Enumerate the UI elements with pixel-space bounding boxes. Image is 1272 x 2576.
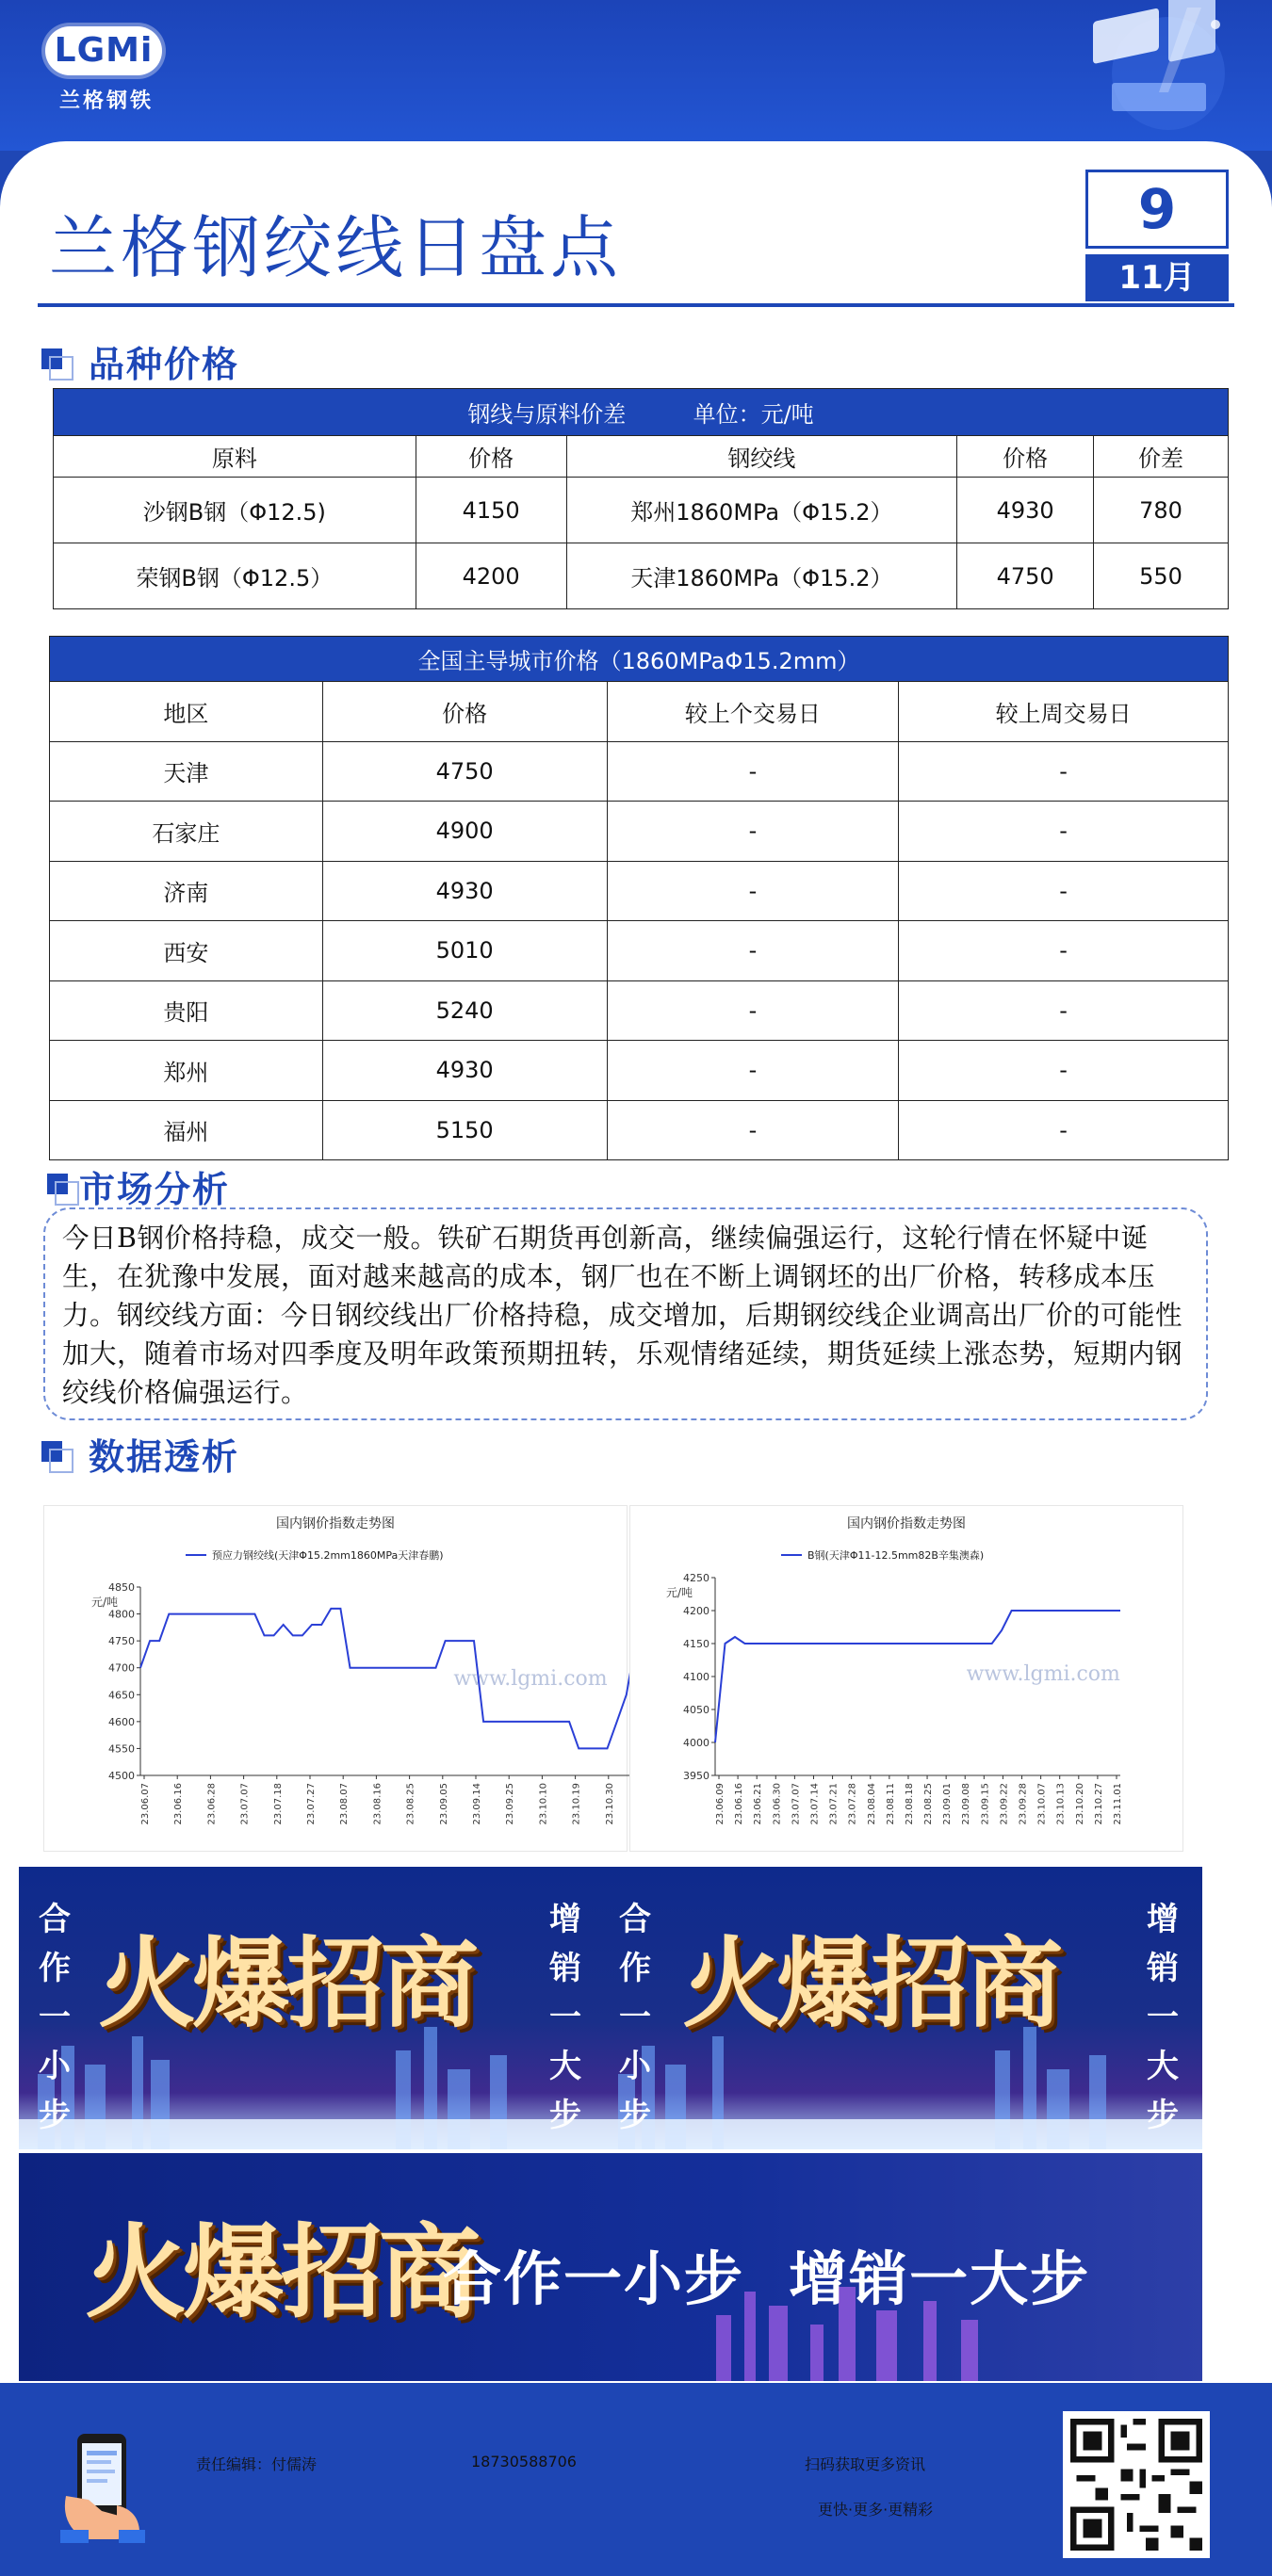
x-tick-label: 23.07.07	[791, 1783, 802, 1825]
tech-illustration-icon	[1027, 8, 1234, 139]
chart-bsteel-price	[629, 1505, 1183, 1852]
table-cell: -	[899, 921, 1229, 981]
x-tick-label: 23.08.25	[923, 1783, 935, 1825]
x-tick-label: 23.08.18	[904, 1783, 915, 1825]
table-cell: -	[607, 1041, 899, 1101]
table-cell: -	[899, 861, 1229, 921]
col-header: 价格	[322, 682, 607, 742]
footer-editor: 责任编辑：付儒涛	[196, 2455, 318, 2473]
qr-code-icon[interactable]	[1063, 2411, 1210, 2558]
col-header: 地区	[50, 682, 323, 742]
ad-tagline: 合作一小步 增销一大步	[443, 2244, 1091, 2313]
table-cell: -	[607, 741, 899, 802]
x-tick-label: 23.06.09	[715, 1783, 726, 1825]
table-cell: -	[607, 1100, 899, 1160]
table-cell: 西安	[50, 921, 323, 981]
y-axis-label: 元/吨	[666, 1586, 693, 1599]
table-cell: 贵阳	[50, 980, 323, 1041]
chart-title: 国内钢价指数走势图	[276, 1516, 395, 1531]
x-tick-label: 23.09.22	[999, 1783, 1010, 1825]
page-title: 兰格钢绞线日盘点	[49, 208, 623, 287]
table-row	[50, 802, 1229, 862]
header-band	[0, 0, 1272, 151]
table-cell: -	[607, 861, 899, 921]
col-header: 价差	[1094, 436, 1229, 478]
ad-banner-right[interactable]	[599, 1867, 1202, 2149]
ad-vertical-right: 增销一大步	[1147, 1901, 1179, 2134]
col-header: 价格	[416, 436, 566, 478]
ad-vertical-left: 合作一小步	[619, 1901, 651, 2134]
x-tick-label: 23.09.15	[980, 1783, 991, 1825]
y-tick-label: 4000	[683, 1737, 709, 1749]
col-header: 钢绞线	[566, 436, 957, 478]
ad-vertical-right: 增销一大步	[549, 1901, 581, 2134]
table-cell: 4750	[322, 741, 607, 802]
col-header: 较上个交易日	[607, 682, 899, 742]
table-cell: -	[899, 741, 1229, 802]
table-cell: -	[899, 980, 1229, 1041]
chart-svg	[44, 1506, 628, 1853]
col-header: 原料	[54, 436, 416, 478]
x-tick-label: 23.07.14	[809, 1783, 821, 1825]
table-row	[54, 478, 1229, 543]
x-tick-label: 23.07.27	[306, 1783, 317, 1825]
col-header: 较上周交易日	[899, 682, 1229, 742]
brand-logo[interactable]	[45, 26, 168, 114]
x-tick-label: 23.06.30	[772, 1783, 783, 1825]
chart-svg	[630, 1506, 1184, 1853]
footer-qr-line2: 更快·更多·更精彩	[818, 2501, 934, 2519]
table-cell: 780	[1094, 478, 1229, 543]
unit-text: 单位：元/吨	[693, 401, 814, 428]
table-cell: -	[899, 1041, 1229, 1101]
x-tick-label: 23.09.05	[438, 1783, 449, 1825]
table-row	[50, 1041, 1229, 1101]
ad-slogan: 火爆招商	[85, 2213, 478, 2332]
ad-slogan: 火爆招商	[682, 1925, 1060, 2041]
legend-label: B钢(天津Φ11-12.5mm82B辛集澳森)	[807, 1549, 985, 1562]
table-cell: 天津1860MPa（Φ15.2）	[566, 543, 957, 609]
caption-text: 钢线与原料价差	[467, 401, 627, 428]
col-header: 价格	[957, 436, 1094, 478]
section-title: 市场分析	[79, 1169, 231, 1210]
ad-banner-left[interactable]	[19, 1867, 599, 2149]
x-tick-label: 23.07.21	[828, 1783, 840, 1825]
y-tick-label: 4750	[108, 1635, 135, 1648]
x-tick-label: 23.10.13	[1055, 1783, 1067, 1825]
chart-strand-price	[43, 1505, 628, 1852]
table-cell: -	[607, 980, 899, 1041]
qr-code-pattern	[1070, 2419, 1202, 2551]
table-cell: -	[607, 921, 899, 981]
logo-mark: LGMi	[45, 26, 162, 75]
ad-slogan: 火爆招商	[98, 1925, 476, 2041]
x-tick-label: 23.09.08	[961, 1783, 972, 1825]
table-row	[54, 543, 1229, 609]
y-tick-label: 4150	[683, 1638, 709, 1650]
table-cell: 550	[1094, 543, 1229, 609]
y-axis-label: 元/吨	[91, 1596, 119, 1609]
spread-table-caption	[54, 389, 1229, 436]
x-tick-label: 23.10.27	[1093, 1783, 1104, 1825]
spread-table	[53, 388, 1229, 609]
x-tick-label: 23.08.04	[866, 1783, 877, 1825]
x-tick-label: 23.07.18	[272, 1783, 284, 1825]
x-tick-label: 23.10.07	[1036, 1783, 1048, 1825]
square-bullet-icon	[41, 1441, 68, 1467]
table-row	[50, 861, 1229, 921]
table-row	[50, 1100, 1229, 1160]
y-tick-label: 4650	[108, 1689, 135, 1702]
x-tick-label: 23.07.07	[239, 1783, 251, 1825]
table-cell: 石家庄	[50, 802, 323, 862]
table-cell: 4930	[322, 861, 607, 921]
x-tick-label: 23.06.16	[173, 1783, 185, 1825]
y-tick-label: 4800	[108, 1608, 135, 1621]
y-tick-label: 4550	[108, 1742, 135, 1756]
x-tick-label: 23.10.30	[604, 1783, 615, 1825]
table-cell: 5150	[322, 1100, 607, 1160]
table-row	[50, 741, 1229, 802]
section-heading-analysis	[47, 1160, 230, 1212]
footer-qr-line1: 扫码获取更多资讯	[805, 2455, 926, 2473]
table-cell: 济南	[50, 861, 323, 921]
x-tick-label: 23.06.07	[140, 1783, 151, 1825]
y-tick-label: 3950	[683, 1770, 709, 1782]
table-cell: 4200	[416, 543, 566, 609]
x-tick-label: 23.10.10	[538, 1783, 549, 1825]
table-cell: 荣钢B钢（Φ12.5）	[54, 543, 416, 609]
y-tick-label: 4700	[108, 1661, 135, 1675]
table-cell: 郑州1860MPa（Φ15.2）	[566, 478, 957, 543]
date-badge	[1085, 170, 1229, 301]
x-tick-label: 23.08.11	[885, 1783, 896, 1825]
table-cell: 福州	[50, 1100, 323, 1160]
date-month: 11月	[1085, 254, 1229, 301]
x-tick-label: 23.08.16	[372, 1783, 383, 1825]
y-tick-label: 4200	[683, 1605, 709, 1617]
x-tick-label: 23.09.28	[1018, 1783, 1029, 1825]
x-tick-label: 23.10.20	[1074, 1783, 1085, 1825]
section-heading-data	[41, 1428, 239, 1480]
table-cell: 沙钢B钢（Φ12.5)	[54, 478, 416, 543]
x-tick-label: 23.09.01	[942, 1783, 954, 1825]
table-row	[50, 980, 1229, 1041]
market-analysis-text: 今日B钢价格持稳，成交一般。铁矿石期货再创新高，继续偏强运行，这轮行情在怀疑中诞生，在犹豫中发展，面对越来越高的成本，钢厂也在不断上调钢坯的出厂价格，转移成本压力。钢绞线方面：今日钢绞线出厂价格持稳，成交增加，后期钢绞线企业调高出厂价的可能性加大，随着市场对四季度及明年政策预期扭转，乐观情绪延续，期货延续上涨态势，短期内钢绞线价格偏强运行。	[43, 1207, 1208, 1420]
x-tick-label: 23.06.16	[734, 1783, 745, 1825]
x-tick-label: 23.10.19	[571, 1783, 582, 1825]
table-cell: 5010	[322, 921, 607, 981]
y-tick-label: 4250	[683, 1572, 709, 1584]
y-tick-label: 4500	[108, 1770, 135, 1782]
date-day: 9	[1085, 170, 1229, 249]
ad-banner-wide[interactable]	[19, 2153, 1202, 2381]
x-tick-label: 23.06.28	[206, 1783, 218, 1825]
x-tick-label: 23.09.25	[505, 1783, 516, 1825]
city-table-caption: 全国主导城市价格（1860MPaΦ15.2mm）	[50, 637, 1229, 682]
table-row	[50, 921, 1229, 981]
table-cell: 郑州	[50, 1041, 323, 1101]
x-tick-label: 23.06.21	[753, 1783, 764, 1825]
x-tick-label: 23.08.07	[339, 1783, 351, 1825]
table-cell: 4930	[957, 478, 1094, 543]
y-tick-label: 4600	[108, 1715, 135, 1728]
table-cell: -	[899, 1100, 1229, 1160]
table-cell: 4750	[957, 543, 1094, 609]
x-tick-label: 23.07.28	[847, 1783, 858, 1825]
y-tick-label: 4050	[683, 1704, 709, 1716]
table-cell: 天津	[50, 741, 323, 802]
y-tick-label: 4100	[683, 1671, 709, 1683]
chart-watermark: www.lgmi.com	[966, 1662, 1120, 1687]
section-title: 品种价格	[89, 344, 240, 385]
y-tick-label: 4850	[108, 1581, 135, 1594]
phone-hand-icon	[60, 2430, 145, 2543]
ad-vertical-left: 合作一小步	[39, 1901, 71, 2134]
city-price-table	[49, 636, 1229, 1160]
square-bullet-icon	[47, 1174, 73, 1200]
table-cell: -	[899, 802, 1229, 862]
table-cell: 4930	[322, 1041, 607, 1101]
chart-watermark: www.lgmi.com	[453, 1667, 608, 1691]
x-tick-label: 23.11.01	[1113, 1783, 1123, 1825]
x-tick-label: 23.08.25	[405, 1783, 416, 1825]
table-cell: -	[607, 802, 899, 862]
square-bullet-icon	[41, 348, 68, 375]
title-divider	[38, 303, 1234, 307]
table-cell: 4900	[322, 802, 607, 862]
chart-title: 国内钢价指数走势图	[847, 1516, 966, 1531]
section-heading-price	[41, 335, 239, 387]
legend-label: 预应力钢绞线(天津Φ15.2mm1860MPa天津春鹏)	[212, 1549, 444, 1562]
table-cell: 5240	[322, 980, 607, 1041]
section-title: 数据透析	[89, 1436, 240, 1478]
footer-phone[interactable]: 18730588706	[471, 2453, 577, 2471]
logo-name: 兰格钢铁	[58, 89, 154, 113]
table-cell: 4150	[416, 478, 566, 543]
x-tick-label: 23.09.14	[472, 1783, 482, 1825]
